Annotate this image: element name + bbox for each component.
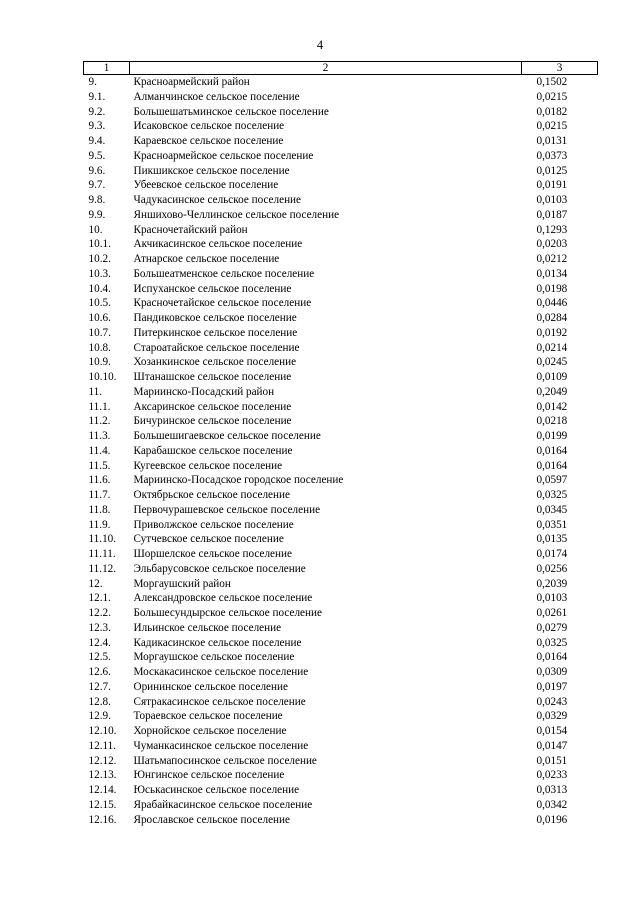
row-name: Атнарское сельское поселение bbox=[133, 253, 280, 265]
row-name: Большеатменское сельское поселение bbox=[133, 267, 315, 280]
row-value: 0,0325 bbox=[536, 489, 568, 501]
table-row bbox=[84, 503, 598, 518]
row-number: 11.11. bbox=[88, 548, 116, 560]
row-number: 10.5. bbox=[88, 297, 111, 310]
table-row bbox=[84, 311, 598, 326]
row-value: 0,0446 bbox=[536, 297, 568, 310]
row-number: 9.2. bbox=[88, 105, 106, 118]
table-row bbox=[84, 695, 598, 710]
row-name: Убеевское сельское поселение bbox=[133, 179, 279, 192]
row-value: 0,0309 bbox=[536, 666, 568, 678]
row-number: 10.9. bbox=[88, 356, 111, 369]
distribution-table bbox=[83, 61, 598, 827]
row-number: 11. bbox=[88, 385, 103, 398]
row-value: 0,2049 bbox=[536, 385, 568, 398]
row-number: 10.7. bbox=[88, 326, 111, 339]
row-value: 0,0215 bbox=[536, 120, 568, 133]
table-row bbox=[84, 473, 598, 488]
table-row bbox=[84, 355, 598, 370]
row-value: 0,1293 bbox=[536, 223, 568, 236]
table-row bbox=[84, 149, 598, 164]
row-name: Большесундырское сельское поселение bbox=[133, 607, 322, 619]
row-value: 0,0329 bbox=[536, 710, 568, 723]
row-number: 12.15. bbox=[88, 798, 117, 811]
row-name: Октябрьское сельское поселение bbox=[133, 489, 290, 501]
table-row bbox=[84, 296, 598, 311]
row-number: 12. bbox=[88, 577, 103, 590]
row-value: 0,0182 bbox=[536, 105, 568, 118]
row-name: Яншихово-Челлинское сельское поселение bbox=[133, 208, 340, 221]
column-header-3: 3 bbox=[522, 62, 598, 75]
row-value: 0,0215 bbox=[536, 90, 568, 103]
row-value: 0,0214 bbox=[536, 341, 568, 354]
table-row bbox=[84, 768, 598, 783]
row-name: Кугеевское сельское поселение bbox=[133, 459, 283, 472]
table-row bbox=[84, 532, 598, 547]
table-row bbox=[84, 562, 598, 577]
table-row bbox=[84, 267, 598, 282]
row-number: 10. bbox=[88, 223, 103, 236]
table-row bbox=[84, 208, 598, 223]
row-name: Чуманкасинское сельское поселение bbox=[133, 739, 309, 752]
row-value: 0,1502 bbox=[536, 76, 568, 88]
row-value: 0,0103 bbox=[536, 592, 568, 605]
row-value: 0,0261 bbox=[536, 607, 568, 619]
row-value: 0,0245 bbox=[536, 356, 568, 369]
row-name: Ильинское сельское поселение bbox=[133, 621, 282, 634]
row-value: 0,0233 bbox=[536, 769, 568, 782]
row-value: 0,0125 bbox=[536, 164, 568, 177]
row-name: Сутчевское сельское поселение bbox=[133, 533, 284, 546]
row-value: 0,0151 bbox=[536, 754, 568, 767]
row-number: 11.3. bbox=[88, 430, 111, 442]
row-number: 12.16. bbox=[88, 813, 117, 826]
row-value: 0,0345 bbox=[536, 503, 568, 516]
row-number: 10.1. bbox=[88, 238, 111, 251]
row-value: 0,0342 bbox=[536, 798, 568, 811]
row-name: Большешатьминское сельское поселение bbox=[133, 105, 329, 118]
row-value: 0,0164 bbox=[536, 651, 568, 664]
row-name: Красночетайский район bbox=[133, 223, 248, 236]
row-name: Хорнойское сельское поселение bbox=[133, 725, 287, 737]
row-value: 0,0191 bbox=[536, 179, 568, 192]
row-name: Староатайское сельское поселение bbox=[133, 341, 300, 354]
row-number: 12.4. bbox=[88, 636, 111, 649]
table-row bbox=[84, 414, 598, 429]
row-name: Питеркинское сельское поселение bbox=[133, 326, 298, 339]
table-row bbox=[84, 577, 598, 592]
row-value: 0,0597 bbox=[536, 474, 568, 487]
table-row bbox=[84, 606, 598, 621]
column-header-2: 2 bbox=[130, 62, 522, 75]
row-value: 0,0284 bbox=[536, 312, 568, 324]
table-body bbox=[84, 75, 598, 828]
row-number: 12.9. bbox=[88, 710, 111, 723]
row-name: Приволжское сельское поселение bbox=[133, 518, 294, 531]
row-number: 9.5. bbox=[88, 149, 106, 162]
row-number: 12.8. bbox=[88, 695, 111, 708]
row-value: 0,0131 bbox=[536, 135, 568, 147]
row-number: 10.6. bbox=[88, 312, 111, 324]
table-row bbox=[84, 252, 598, 267]
row-number: 10.2. bbox=[88, 253, 111, 265]
table-row bbox=[84, 193, 598, 208]
row-number: 11.12. bbox=[88, 562, 117, 575]
table-row bbox=[84, 724, 598, 739]
row-name: Сятракасинское сельское поселение bbox=[133, 695, 306, 708]
table-row bbox=[84, 282, 598, 297]
table-row bbox=[84, 547, 598, 562]
table-row bbox=[84, 709, 598, 724]
row-name: Красноармейский район bbox=[133, 76, 250, 88]
table-row bbox=[84, 164, 598, 179]
row-value: 0,0164 bbox=[536, 459, 568, 472]
row-number: 11.6. bbox=[88, 474, 111, 487]
table-row bbox=[84, 650, 598, 665]
table-row bbox=[84, 90, 598, 105]
table-row bbox=[84, 400, 598, 415]
table-row bbox=[84, 105, 598, 120]
table-row bbox=[84, 370, 598, 385]
row-number: 11.9. bbox=[88, 518, 111, 531]
table-row bbox=[84, 341, 598, 356]
row-number: 12.2. bbox=[88, 607, 111, 619]
row-name: Моргаушский район bbox=[133, 577, 231, 590]
row-value: 0,0187 bbox=[536, 208, 568, 221]
row-name: Юськасинское сельское поселение bbox=[133, 784, 300, 796]
row-value: 0,0196 bbox=[536, 813, 568, 826]
table-row bbox=[84, 134, 598, 149]
row-value: 0,0147 bbox=[536, 739, 568, 752]
row-value: 0,0164 bbox=[536, 444, 568, 457]
row-value: 0,0109 bbox=[536, 371, 568, 383]
row-name: Акчикасинское сельское поселение bbox=[133, 238, 303, 251]
row-number: 11.10. bbox=[88, 533, 117, 546]
row-number: 10.8. bbox=[88, 341, 111, 354]
row-value: 0,0243 bbox=[536, 695, 568, 708]
table-row bbox=[84, 813, 598, 828]
table-row bbox=[84, 739, 598, 754]
row-value: 0,0218 bbox=[536, 415, 568, 428]
row-number: 10.10. bbox=[88, 371, 117, 383]
row-value: 0,0197 bbox=[536, 680, 568, 693]
row-name: Ярославское сельское поселение bbox=[133, 813, 290, 826]
table-row bbox=[84, 798, 598, 813]
row-number: 11.5. bbox=[88, 459, 111, 472]
row-name: Шоршелское сельское поселение bbox=[133, 548, 292, 560]
row-number: 12.7. bbox=[88, 680, 111, 693]
table-row bbox=[84, 326, 598, 341]
row-number: 9.1. bbox=[88, 90, 106, 103]
row-name: Мариинско-Посадский район bbox=[133, 385, 275, 398]
row-name: Красночетайское сельское поселение bbox=[133, 297, 312, 310]
row-name: Большешигаевское сельское поселение bbox=[133, 430, 321, 442]
row-value: 0,0212 bbox=[536, 253, 568, 265]
table-row bbox=[84, 178, 598, 193]
row-value: 0,0135 bbox=[536, 533, 568, 546]
row-name: Чадукасинское сельское поселение bbox=[133, 194, 302, 206]
row-name: Исаковское сельское поселение bbox=[133, 120, 285, 133]
row-number: 12.14. bbox=[88, 784, 117, 796]
row-name: Пандиковское сельское поселение bbox=[133, 312, 297, 324]
row-name: Мариинско-Посадское городское поселение bbox=[133, 474, 344, 487]
row-name: Хозанкинское сельское поселение bbox=[133, 356, 297, 369]
row-name: Караевское сельское поселение bbox=[133, 135, 284, 147]
row-name: Кадикасинское сельское поселение bbox=[133, 636, 302, 649]
table-row bbox=[84, 518, 598, 533]
row-value: 0,0203 bbox=[536, 238, 568, 251]
row-number: 11.4. bbox=[88, 444, 111, 457]
row-number: 11.8. bbox=[88, 503, 111, 516]
row-number: 9.4. bbox=[88, 135, 106, 147]
table-row bbox=[84, 444, 598, 459]
table-row bbox=[84, 754, 598, 769]
row-number: 12.11. bbox=[88, 739, 117, 752]
row-value: 0,0134 bbox=[536, 267, 568, 280]
table-row bbox=[84, 783, 598, 798]
row-value: 0,0103 bbox=[536, 194, 568, 206]
row-name: Орининское сельское поселение bbox=[133, 680, 288, 693]
table-row bbox=[84, 591, 598, 606]
row-value: 0,0142 bbox=[536, 400, 568, 413]
row-number: 9.6. bbox=[88, 164, 106, 177]
table-row bbox=[84, 488, 598, 503]
row-name: Пикшикское сельское поселение bbox=[133, 164, 290, 177]
row-name: Ярабайкасинское сельское поселение bbox=[133, 798, 313, 811]
row-value: 0,0351 bbox=[536, 518, 568, 531]
row-value: 0,0192 bbox=[536, 326, 568, 339]
row-name: Красноармейское сельское поселение bbox=[133, 149, 314, 162]
row-value: 0,0373 bbox=[536, 149, 568, 162]
row-number: 11.7. bbox=[88, 489, 111, 501]
row-value: 0,0313 bbox=[536, 784, 568, 796]
row-number: 10.4. bbox=[88, 282, 111, 295]
row-name: Штанашское сельское поселение bbox=[133, 371, 292, 383]
table-row bbox=[84, 459, 598, 474]
row-name: Юнгинское сельское поселение bbox=[133, 769, 285, 782]
row-name: Бичуринское сельское поселение bbox=[133, 415, 292, 428]
row-value: 0,0174 bbox=[536, 548, 568, 560]
row-number: 11.2. bbox=[88, 415, 111, 428]
row-value: 0,0199 bbox=[536, 430, 568, 442]
table-row bbox=[84, 119, 598, 134]
row-number: 9.3. bbox=[88, 120, 106, 133]
table-row bbox=[84, 621, 598, 636]
row-value: 0,0279 bbox=[536, 621, 568, 634]
table-row bbox=[84, 636, 598, 651]
table-row bbox=[84, 665, 598, 680]
row-name: Шатьмапосинское сельское поселение bbox=[133, 754, 317, 767]
row-value: 0,0325 bbox=[536, 636, 568, 649]
table-row bbox=[84, 75, 598, 90]
row-number: 12.1. bbox=[88, 592, 111, 605]
row-name: Испуханское сельское поселение bbox=[133, 282, 292, 295]
row-number: 9.8. bbox=[88, 194, 106, 206]
row-number: 11.1. bbox=[88, 400, 111, 413]
row-number: 12.13. bbox=[88, 769, 117, 782]
row-name: Первочурашевское сельское поселение bbox=[133, 503, 321, 516]
row-number: 12.10. bbox=[88, 725, 117, 737]
row-name: Карабашское сельское поселение bbox=[133, 444, 293, 457]
row-value: 0,0198 bbox=[536, 282, 568, 295]
row-value: 0,0154 bbox=[536, 725, 568, 737]
row-value: 0,0256 bbox=[536, 562, 568, 575]
row-number: 12.5. bbox=[88, 651, 111, 664]
row-number: 9.7. bbox=[88, 179, 106, 192]
table-row bbox=[84, 237, 598, 252]
row-number: 12.6. bbox=[88, 666, 111, 678]
table-header-row bbox=[84, 62, 598, 75]
row-number: 10.3. bbox=[88, 267, 111, 280]
row-name: Тораевское сельское поселение bbox=[133, 710, 283, 723]
column-header-1: 1 bbox=[84, 62, 130, 75]
row-number: 12.3. bbox=[88, 621, 111, 634]
table-row bbox=[84, 680, 598, 695]
row-number: 12.12. bbox=[88, 754, 117, 767]
table-row bbox=[84, 429, 598, 444]
row-name: Моргаушское сельское поселение bbox=[133, 651, 295, 664]
row-number: 9. bbox=[88, 76, 97, 88]
row-value: 0,2039 bbox=[536, 577, 568, 590]
table-row bbox=[84, 223, 598, 238]
row-name: Александровское сельское поселение bbox=[133, 592, 313, 605]
row-name: Алманчинское сельское поселение bbox=[133, 90, 300, 103]
table-row bbox=[84, 385, 598, 400]
row-name: Москакасинское сельское поселение bbox=[133, 666, 309, 678]
row-name: Аксаринское сельское поселение bbox=[133, 400, 292, 413]
row-number: 9.9. bbox=[88, 208, 106, 221]
page-number: 4 bbox=[316, 38, 324, 52]
row-name: Эльбарусовское сельское поселение bbox=[133, 562, 306, 575]
